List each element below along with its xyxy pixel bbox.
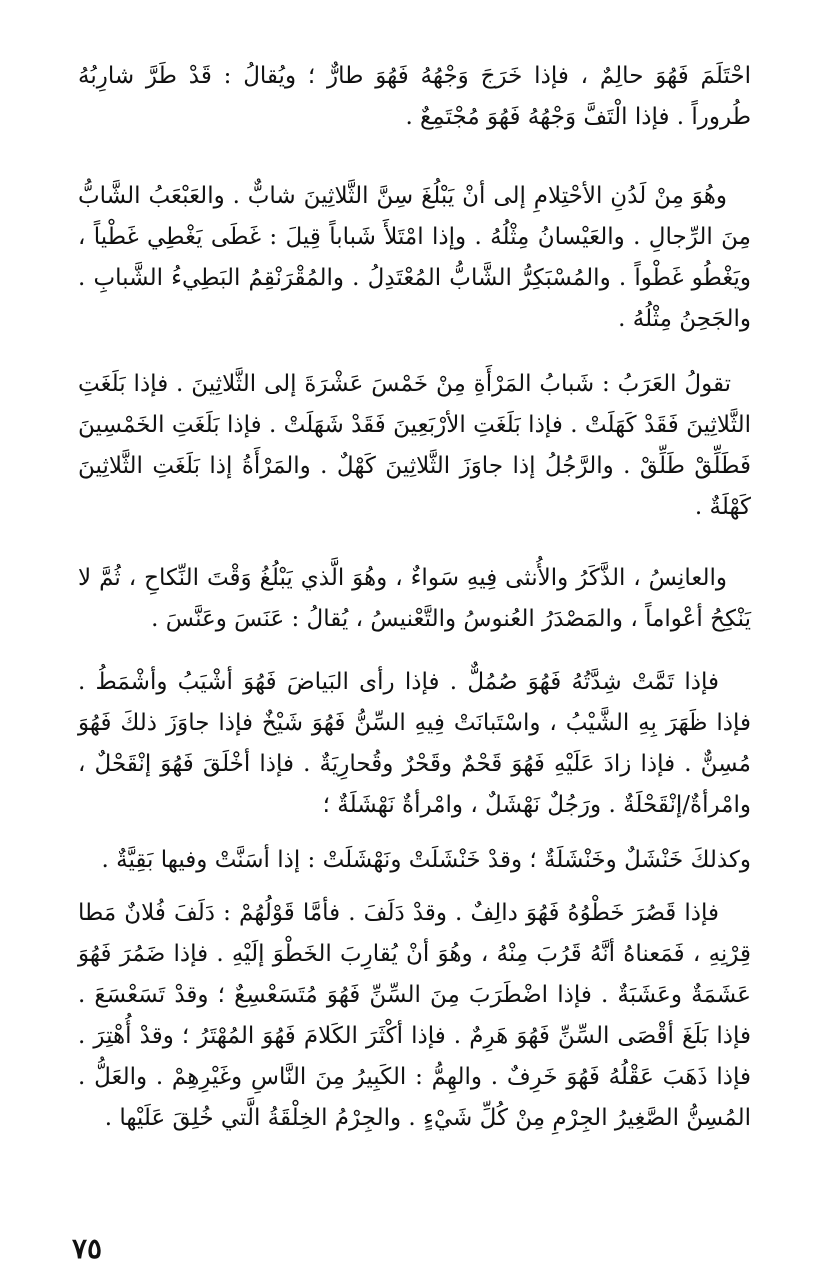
paragraph-puberty: احْتَلَمَ فَهُوَ حالِمٌ ، فإذا خَرَجَ وَجْهُهُ فَهُوَ طارٌّ ؛ ويُقالُ : قَدْ طَرَّ شارِبُهُ طُروراً . فإذا الْتَفَّ وَجْهُهُ فَهُوَ مُجْتَمِعٌ . bbox=[78, 63, 751, 130]
paragraph-youth: وهُوَ مِنْ لَدُنِ الأحْتِلامِ إلى أنْ يَبْلُغَ سِنَّ الثَّلاثِينَ شابٌّ . والعَبْعَبُ الشَّابُّ مِنَ الرِّجالِ . والعَيْسانُ مِثْلُهُ . وإذا امْتَلأَ شَباباً قِيلَ : غَطَى يَغْطِي غَطْياً ، ويَغْطُو غَطْواً . والمُسْبَكِرُّ الشَّابُّ المُعْتَدِلُ . والمُقْرَنْقِمُ البَطِيءُ الشَّبابِ . والجَحِنُ مِثْلُهُ . bbox=[78, 183, 751, 332]
paragraph-dalif: فإذا قَصُرَ خَطْوُهُ فَهُوَ دالِفٌ . وقدْ دَلَفَ . فأمَّا قَوْلُهُمْ : دَلَفَ فُلانٌ مَطا قِرْنِهِ ، فَمَعناهُ أنَّهُ قَرُبَ مِنْهُ ، وهُوَ أنْ يُقارِبَ الخَطْوَ إلَيْهِ . فإذا ضَمُرَ فَهُوَ عَشَمَةٌ وعَشَبَةٌ . فإذا اضْطَرَبَ مِنَ السِّنِّ فَهُوَ مُتَسَعْسِعٌ ؛ وقدْ تَسَعْسَعَ . فإذا بَلَغَ أقْصَى السِّنِّ فَهُوَ هَرِمٌ . فإذا أكْثَرَ الكَلامَ فَهُوَ المُهْتَرُ ؛ وقدْ أُهْتِرَ . فإذا ذَهَبَ عَقْلُهُ فَهُوَ خَرِفٌ . والهِمُّ : الكَبِيرُ مِنَ النَّاسِ وغَيْرِهِمْ . والعَلُّ . المُسِنُّ الصَّغِيرُ الجِرْمِ مِنْ كُلِّ شَيْءٍ . والجِرْمُ الخِلْقَةُ الَّتي خُلِقَ عَلَيْها . bbox=[78, 900, 751, 1131]
paragraph-old-age: فإذا تَمَّتْ شِدَّتُهُ فَهُوَ صُمُلٌّ . فإذا رأى البَياضَ فَهُوَ أشْيَبُ وأشْمَطُ . فإذا ظَهَرَ بِهِ الشَّيْبُ ، واسْتَبانَتْ فِيهِ السِّنُّ فَهُوَ شَيْخٌ فإذا جاوَزَ ذلكَ فَهُوَ مُسِنٌّ . فإذا زادَ عَلَيْهِ فَهُوَ قَحْمٌ وقَحْرٌ وقُحارِيَةٌ . فإذا أخْلَقَ فَهُوَ إنْقَحْلٌ ، وامْرأةٌ/إنْقَحْلَةٌ . ورَجُلٌ نَهْشَلٌ ، وامْرأةٌ نَهْشَلَةٌ ؛ bbox=[78, 669, 751, 818]
paragraph-woman-ages: تقولُ العَرَبُ : شَبابُ المَرْأَةِ مِنْ خَمْسَ عَشْرَةَ إلى الثَّلاثِينَ . فإذا بَلَغَتِ الثَّلاثِينَ فَقَدْ كَهَلَتْ . فإذا بَلَغَتِ الأرْبَعِينَ فَقَدْ شَهَلَتْ . فإذا بَلَغَتِ الخَمْسِينَ فَطَلِّقْ طَلِّقْ . والرَّجُلُ إذا جاوَزَ الثَّلاثِينَ كَهْلٌ . والمَرْأَةُ إذا بَلَغَتِ الثَّلاثِينَ كَهْلَةٌ . bbox=[78, 371, 751, 520]
page-body bbox=[78, 56, 751, 1139]
paragraph-khanshal: وكذلكَ خَنْشَلٌ وخَنْشَلَةٌ ؛ وقدْ خَنْشَلَتْ ونَهْشَلَتْ : إذا أسَنَّتْ وفيها بَقِيَّةٌ . bbox=[101, 847, 751, 873]
page-number: ٧٥ bbox=[72, 1232, 103, 1265]
paragraph-anis: والعانِسُ ، الذَّكَرُ والأُنثى فِيهِ سَواءٌ ، وهُوَ الَّذي يَبْلُغُ وَقْتَ النِّكاحِ ، ثُمَّ لا يَنْكِحُ أعْواماً ، والمَصْدَرُ العُنوسُ والتَّعْنيسُ ، يُقالُ : عَنَسَ وعَنَّسَ . bbox=[78, 565, 751, 632]
